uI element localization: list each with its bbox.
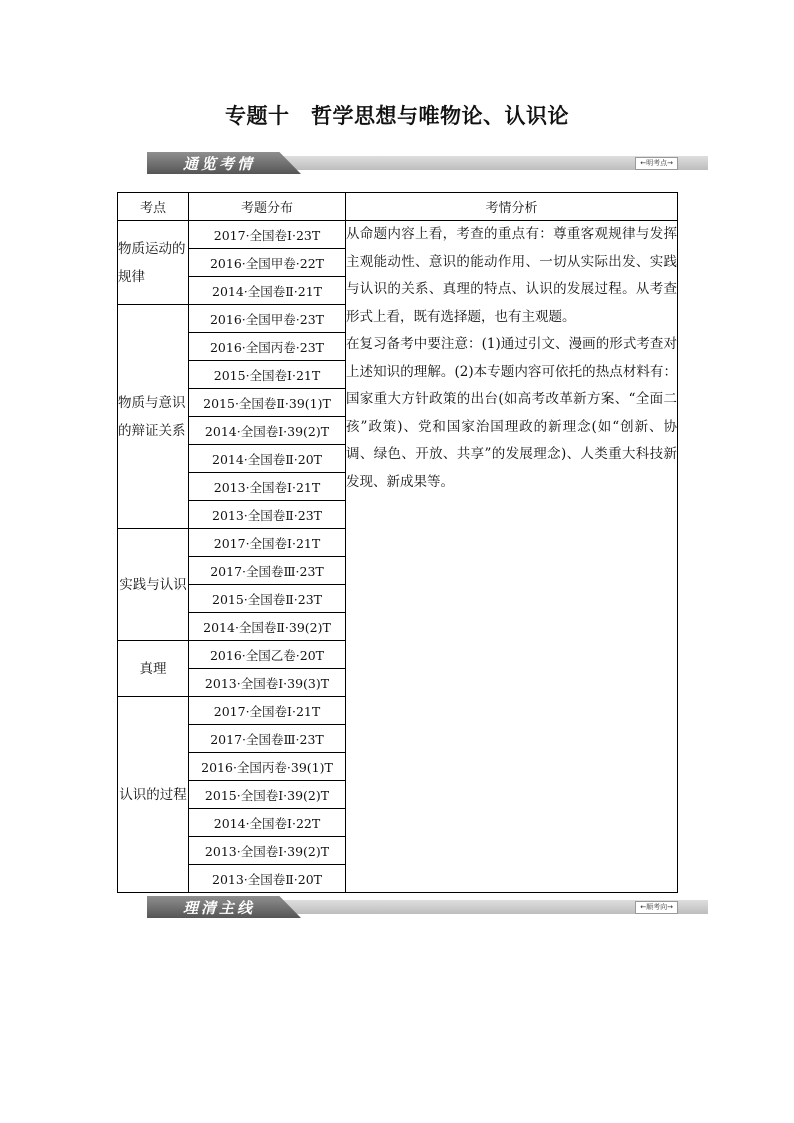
topic-label: 实践与认识 bbox=[119, 576, 187, 593]
exam-cell: 2016·全国丙卷·39(1)T bbox=[189, 753, 346, 781]
analysis-paragraph: 在复习备考中要注意：(1)通过引文、漫画的形式考查对上述知识的理解。(2)本专题内容可依托的热点材料有：国家重大方针政策的出台(如高考改革新方案、“全面二孩”政策)、党和国家治国理政的新理念(如“创新、协调、绿色、开放、共享”的发展理念)、人类重大科技新发现、新成果等。 bbox=[346, 336, 677, 490]
table-header-row bbox=[118, 193, 678, 221]
exam-cell: 2015·全国卷Ⅰ·21T bbox=[189, 361, 346, 389]
topic-label: 物质运动的规律 bbox=[118, 240, 186, 285]
exam-analysis-table bbox=[117, 192, 678, 893]
exam-cell: 2014·全国卷Ⅰ·39(2)T bbox=[189, 417, 346, 445]
table-row bbox=[118, 221, 678, 249]
exam-cell: 2014·全国卷Ⅱ·39(2)T bbox=[189, 613, 346, 641]
exam-cell: 2015·全国卷Ⅱ·23T bbox=[189, 585, 346, 613]
banner-label: 理清主线 bbox=[183, 899, 256, 917]
exam-cell: 2015·全国卷Ⅰ·39(2)T bbox=[189, 781, 346, 809]
topic-cell bbox=[118, 221, 189, 305]
exam-cell: 2017·全国卷Ⅰ·21T bbox=[189, 529, 346, 557]
exam-cell: 2013·全国卷Ⅰ·39(3)T bbox=[189, 669, 346, 697]
banner-right-tag: ←顺考向→ bbox=[635, 901, 678, 914]
exam-cell: 2013·全国卷Ⅱ·20T bbox=[189, 865, 346, 893]
exam-cell: 2016·全国甲卷·23T bbox=[189, 305, 346, 333]
exam-cell: 2016·全国丙卷·23T bbox=[189, 333, 346, 361]
topic-cell bbox=[118, 697, 189, 893]
exam-cell: 2014·全国卷Ⅱ·20T bbox=[189, 445, 346, 473]
topic-cell bbox=[118, 305, 189, 529]
banner-right-tag: ←明考点→ bbox=[635, 157, 678, 170]
analysis-cell bbox=[346, 221, 678, 893]
exam-cell: 2017·全国卷Ⅰ·23T bbox=[189, 221, 346, 249]
section-banner-mainline bbox=[147, 896, 708, 918]
exam-cell: 2013·全国卷Ⅰ·39(2)T bbox=[189, 837, 346, 865]
section-banner-overview bbox=[147, 152, 708, 174]
topic-cell bbox=[118, 529, 189, 641]
topic-cell bbox=[118, 641, 189, 697]
exam-cell: 2016·全国乙卷·20T bbox=[189, 641, 346, 669]
topic-label: 真理 bbox=[139, 660, 167, 677]
exam-cell: 2016·全国甲卷·22T bbox=[189, 249, 346, 277]
header-analysis: 考情分析 bbox=[346, 193, 678, 221]
header-topic: 考点 bbox=[118, 193, 189, 221]
header-exams: 考题分布 bbox=[189, 193, 346, 221]
topic-label: 物质与意识的辩证关系 bbox=[118, 394, 186, 439]
banner-label: 通览考情 bbox=[183, 155, 256, 173]
exam-cell: 2014·全国卷Ⅰ·22T bbox=[189, 809, 346, 837]
exam-cell: 2015·全国卷Ⅱ·39(1)T bbox=[189, 389, 346, 417]
exam-cell: 2013·全国卷Ⅰ·21T bbox=[189, 473, 346, 501]
exam-cell: 2017·全国卷Ⅲ·23T bbox=[189, 725, 346, 753]
page-title: 专题十 哲学思想与唯物论、认识论 bbox=[225, 103, 569, 128]
exam-cell: 2017·全国卷Ⅰ·21T bbox=[189, 697, 346, 725]
exam-cell: 2014·全国卷Ⅱ·21T bbox=[189, 277, 346, 305]
topic-label: 认识的过程 bbox=[119, 786, 187, 803]
analysis-paragraph: 从命题内容上看，考查的重点有：尊重客观规律与发挥主观能动性、意识的能动作用、一切从实际出发、实践与认识的关系、真理的特点、认识的发展过程。从考查形式上看，既有选择题，也有主观题。 bbox=[346, 226, 677, 325]
exam-cell: 2013·全国卷Ⅱ·23T bbox=[189, 501, 346, 529]
exam-cell: 2017·全国卷Ⅲ·23T bbox=[189, 557, 346, 585]
